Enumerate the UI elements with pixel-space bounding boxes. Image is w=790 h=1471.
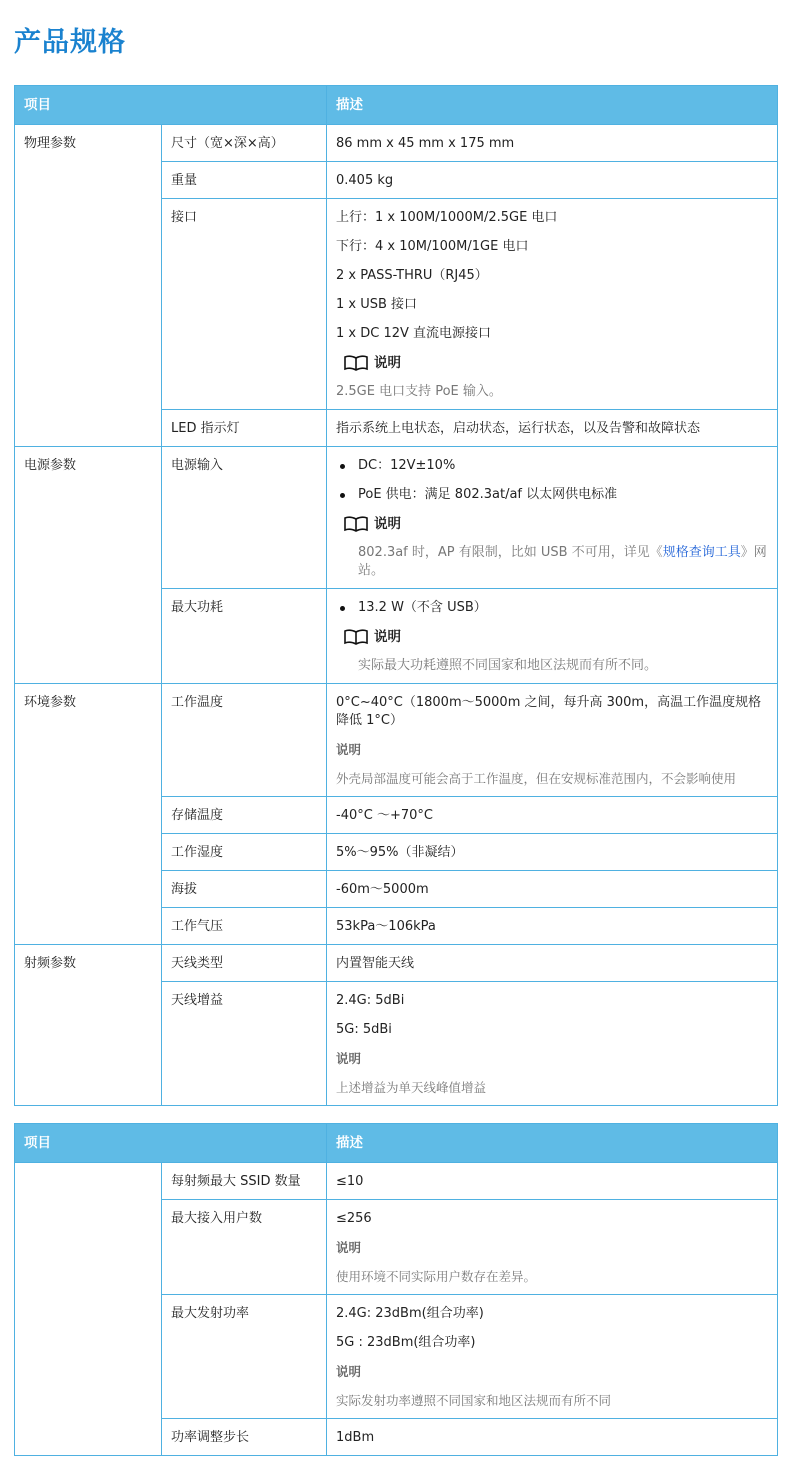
note-title: 说明 [374,629,401,645]
table-row [15,1163,778,1200]
table-row [15,447,778,589]
book-icon [344,629,368,645]
port-line: 上行：1 x 100M/1000M/2.5GE 电口 [336,210,558,225]
group-rf: 射频参数 [15,945,162,1106]
row-label-step: 功率调整步长 [162,1419,327,1456]
row-label-led: LED 指示灯 [162,410,327,447]
gain-line: 2.4G: 5dBi [336,993,405,1008]
row-value-pressure: 53kPa～106kPa [327,908,778,945]
row-value-altitude: -60m～5000m [327,871,778,908]
row-label-ports: 接口 [162,199,327,410]
bullet-item: PoE 供电：满足 802.3at/af 以太网供电标准 [336,486,768,504]
row-value-humidity: 5%～95%（非凝结） [327,834,778,871]
row-label-antenna-gain: 天线增益 [162,982,327,1106]
row-value-led: 指示系统上电状态，启动状态，运行状态，以及告警和故障状态 [327,410,778,447]
row-value-step: 1dBm [327,1419,778,1456]
bullet-item: DC：12V±10% [336,457,768,475]
spec-table-1 [14,85,778,1106]
tx-line: 5G : 23dBm(组合功率) [336,1335,476,1350]
op-temp-value: 0°C~40°C（1800m～5000m 之间，每升高 300m，高温工作温度规格降低 1°C） [336,695,762,728]
row-label-tx-power: 最大发射功率 [162,1295,327,1419]
note-text: 上述增益为单天线峰值增益 [336,1080,487,1095]
port-line: 2 x PASS-THRU（RJ45） [336,268,488,283]
note-text-post: 》网站。 [358,545,767,578]
row-label-users: 最大接入用户数 [162,1200,327,1295]
row-label-antenna-type: 天线类型 [162,945,327,982]
port-line: 1 x USB 接口 [336,297,418,312]
row-value-antenna-gain [327,982,778,1106]
table-row [15,945,778,982]
group-power: 电源参数 [15,447,162,684]
row-label-ssid: 每射频最大 SSID 数量 [162,1163,327,1200]
spec-tool-link[interactable]: 规格查询工具 [662,545,741,560]
note-text: 2.5GE 电口支持 PoE 输入。 [336,384,502,399]
row-value-size: 86 mm x 45 mm x 175 mm [327,125,778,162]
book-icon [344,355,368,371]
table-row [15,125,778,162]
note-heading [344,515,768,533]
tx-line: 2.4G: 23dBm(组合功率) [336,1306,484,1321]
row-value-op-temp [327,684,778,797]
page-title: 产品规格 [14,27,126,58]
row-label-storage-temp: 存储温度 [162,797,327,834]
row-label-op-temp: 工作温度 [162,684,327,797]
header-desc: 描述 [327,1124,778,1163]
note-text-pre: 802.3af 时，AP 有限制，比如 USB 不可用，详见《 [358,545,663,560]
row-value-weight: 0.405 kg [327,162,778,199]
note-title: 说明 [336,1364,362,1379]
row-value-power-input [327,447,778,589]
row-label-size: 尺寸（宽×深×高） [162,125,327,162]
header-item: 项目 [15,86,327,125]
table-header [15,86,778,125]
gain-line: 5G: 5dBi [336,1022,392,1037]
row-value-ssid: ≤10 [327,1163,778,1200]
row-value-users [327,1200,778,1295]
note-heading [344,628,768,646]
table-row [15,684,778,797]
note-heading [344,354,768,372]
group-empty [15,1163,162,1456]
note-text: 外壳局部温度可能会高于工作温度，但在安规标准范围内，不会影响使用 [336,771,737,786]
port-line: 下行：4 x 10M/100M/1GE 电口 [336,239,529,254]
note-title: 说明 [336,742,362,757]
row-value-tx-power [327,1295,778,1419]
note-title: 说明 [336,1240,362,1255]
spec-table-2 [14,1123,778,1456]
book-icon [344,516,368,532]
row-label-pressure: 工作气压 [162,908,327,945]
note-text [336,544,768,580]
group-physical: 物理参数 [15,125,162,447]
group-env: 环境参数 [15,684,162,945]
users-value: ≤256 [336,1211,372,1226]
note-title: 说明 [336,1051,362,1066]
row-label-power-input: 电源输入 [162,447,327,589]
note-text: 实际最大功耗遵照不同国家和地区法规而有所不同。 [358,658,658,673]
note-title: 说明 [374,355,401,371]
table-header [15,1124,778,1163]
row-label-altitude: 海拔 [162,871,327,908]
bullet-item: 13.2 W（不含 USB） [336,599,768,617]
note-text: 使用环境不同实际用户数存在差异。 [336,1269,537,1284]
row-label-humidity: 工作湿度 [162,834,327,871]
header-desc: 描述 [327,86,778,125]
note-title: 说明 [374,516,401,532]
row-value-ports [327,199,778,410]
header-item: 项目 [15,1124,327,1163]
row-value-antenna-type: 内置智能天线 [327,945,778,982]
row-value-max-power [327,589,778,684]
row-label-max-power: 最大功耗 [162,589,327,684]
port-line: 1 x DC 12V 直流电源接口 [336,326,492,341]
row-value-storage-temp: -40°C ～+70°C [327,797,778,834]
row-label-weight: 重量 [162,162,327,199]
note-text: 实际发射功率遵照不同国家和地区法规而有所不同 [336,1393,612,1408]
